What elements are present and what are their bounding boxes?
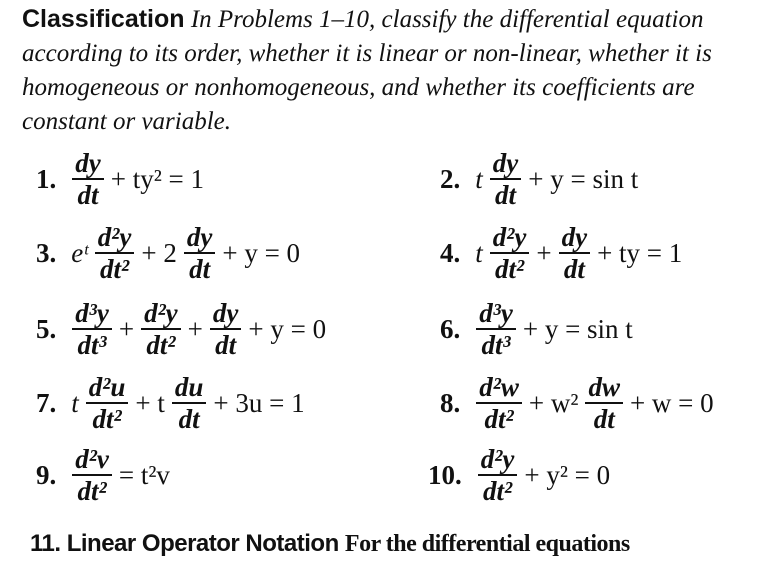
coefficient: t <box>475 237 483 268</box>
equation-term: + t <box>135 387 165 418</box>
denominator: dt <box>189 254 211 284</box>
problem-number: 2. <box>440 163 461 194</box>
instructions-paragraph <box>22 2 762 139</box>
denominator: dt³ <box>481 330 511 360</box>
problem-number: 7. <box>36 387 57 418</box>
fraction <box>72 298 112 360</box>
numerator: d³y <box>476 298 516 330</box>
numerator: d²y <box>490 222 530 254</box>
problem-number: 1. <box>36 163 57 194</box>
fraction <box>141 298 181 360</box>
problem-6 <box>440 298 636 360</box>
numerator: dy <box>184 222 215 254</box>
problem-11-heading <box>30 530 630 558</box>
fraction <box>585 372 623 434</box>
denominator: dt² <box>100 254 130 284</box>
fraction <box>490 148 521 210</box>
denominator: dt² <box>482 476 513 506</box>
problem-10 <box>428 444 613 506</box>
numerator: d²y <box>141 298 181 330</box>
equation-term: + <box>187 313 203 344</box>
denominator: dt² <box>484 404 514 434</box>
coefficient: t <box>475 163 483 194</box>
fraction <box>172 372 207 434</box>
problem-number: 3. <box>36 237 57 268</box>
denominator: dt³ <box>77 330 107 360</box>
fraction <box>559 222 590 284</box>
numerator: dy <box>72 148 103 180</box>
fraction <box>184 222 215 284</box>
equation-term: + w² <box>528 387 579 418</box>
fraction <box>95 222 135 284</box>
equation-term: + y = sin t <box>528 163 639 194</box>
numerator: dy <box>490 148 521 180</box>
numerator: d³y <box>72 298 112 330</box>
numerator: d²y <box>95 222 135 254</box>
fraction <box>86 372 129 434</box>
problem-3 <box>36 222 303 284</box>
equation-term: + ty² = 1 <box>110 163 205 194</box>
denominator: dt <box>563 254 585 284</box>
equation-term: + 3u = 1 <box>213 387 305 418</box>
linear-operator-heading: Linear Operator Notation <box>66 530 339 557</box>
problem-number: 5. <box>36 313 57 344</box>
problem-9 <box>36 444 173 506</box>
problem-2 <box>440 148 641 210</box>
numerator: d²u <box>86 372 129 404</box>
equation-term: = t²v <box>118 459 170 490</box>
denominator: dt² <box>146 330 176 360</box>
denominator: dt² <box>92 404 122 434</box>
problem-8 <box>440 372 717 434</box>
numerator: d²w <box>476 372 522 404</box>
numerator: dy <box>210 298 241 330</box>
fraction <box>72 444 112 506</box>
denominator: dt <box>77 180 99 210</box>
problem-number: 10. <box>428 459 462 490</box>
numerator: du <box>172 372 207 404</box>
denominator: dt² <box>77 476 107 506</box>
problem-number: 9. <box>36 459 57 490</box>
equation-term: + w = 0 <box>629 387 714 418</box>
equation-term: + 2 <box>141 237 177 268</box>
equation-term: + y = 0 <box>222 237 301 268</box>
equation-term: + y² = 0 <box>524 459 611 490</box>
problem-1 <box>36 148 207 210</box>
instructions-text: In Problems 1–10, classify the differential equation according to its order, whether it is linear or non-linear, whether it is homogeneous or nonhomogeneous, and whether its coefficients are constant or variable. <box>22 6 712 135</box>
numerator: d²v <box>72 444 112 476</box>
problem-7 <box>36 372 308 434</box>
equation-term: + y = sin t <box>522 313 633 344</box>
denominator: dt <box>495 180 517 210</box>
equation-term: + <box>118 313 135 344</box>
problem-11-text: For the differential equations <box>344 531 630 557</box>
numerator: d²y <box>478 444 518 476</box>
denominator: dt <box>178 404 200 434</box>
fraction <box>72 148 103 210</box>
fraction <box>210 298 241 360</box>
problem-number: 4. <box>440 237 461 268</box>
denominator: dt <box>215 330 237 360</box>
problem-4 <box>440 222 685 284</box>
equation-term: + y = 0 <box>248 313 327 344</box>
classification-heading: Classification <box>22 5 185 33</box>
problem-number: 6. <box>440 313 461 344</box>
coefficient: eᵗ <box>71 237 88 268</box>
problem-5 <box>36 298 329 360</box>
problem-number: 11. <box>30 530 61 557</box>
problem-number: 8. <box>440 387 461 418</box>
numerator: dw <box>585 372 623 404</box>
equation-term: + <box>536 237 552 268</box>
denominator: dt <box>593 404 615 434</box>
denominator: dt² <box>495 254 525 284</box>
equation-term: + ty = 1 <box>597 237 683 268</box>
coefficient: t <box>71 387 79 418</box>
numerator: dy <box>559 222 590 254</box>
fraction <box>490 222 530 284</box>
fraction <box>478 444 518 506</box>
fraction <box>476 372 522 434</box>
fraction <box>476 298 516 360</box>
